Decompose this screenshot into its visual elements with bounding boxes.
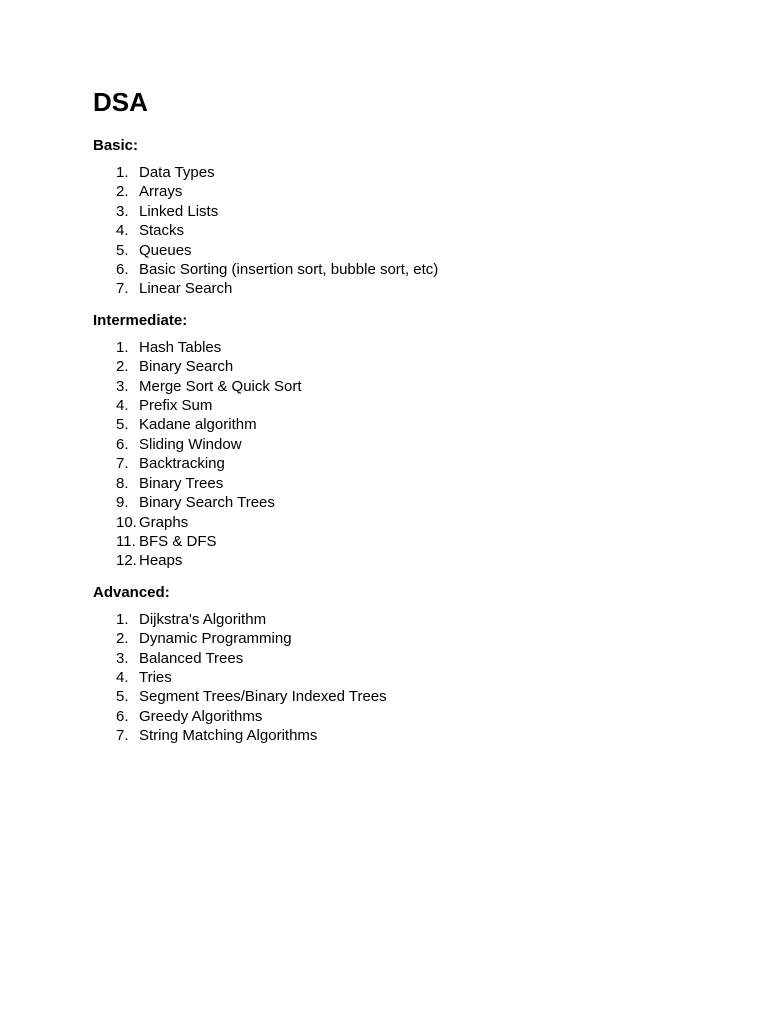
list-item xyxy=(93,182,713,201)
list-item xyxy=(93,474,713,493)
sections-container xyxy=(93,136,713,746)
list-item xyxy=(93,260,713,279)
list-item-number: 8. xyxy=(116,474,129,492)
section-heading: Advanced: xyxy=(93,583,170,601)
list-item xyxy=(93,202,713,221)
list-item-number: 6. xyxy=(116,261,129,279)
list-item xyxy=(93,610,713,629)
list-item-text: Prefix Sum xyxy=(139,397,213,415)
list-item xyxy=(93,377,713,396)
list-item-text: Data Types xyxy=(139,164,215,181)
list-item-number: 7. xyxy=(116,280,129,298)
list-item xyxy=(93,279,713,298)
list-item-number: 4. xyxy=(116,222,129,240)
list-item-text: Binary Trees xyxy=(139,474,224,492)
list-item xyxy=(93,163,713,182)
list-item xyxy=(93,629,713,648)
list-item-text: Dijkstra's Algorithm xyxy=(139,610,267,628)
list-item-number: 6. xyxy=(116,435,129,453)
list-item-number: 2. xyxy=(116,183,129,201)
list-item-text: Segment Trees/Binary Indexed Trees xyxy=(139,688,387,706)
list-item-text: Merge Sort & Quick Sort xyxy=(139,377,302,395)
list-item xyxy=(93,649,713,668)
list-item-number: 5. xyxy=(116,241,129,259)
section-advanced xyxy=(93,583,713,746)
list-item xyxy=(93,707,713,726)
list-item-text: Basic Sorting (insertion sort, bubble sort, etc) xyxy=(139,261,439,279)
list-item-text: Binary Search xyxy=(139,358,234,376)
list-item-number: 4. xyxy=(116,397,129,415)
list-item-text: Arrays xyxy=(139,183,183,201)
list-item-text: Linear Search xyxy=(139,280,233,298)
list-item-text: Backtracking xyxy=(139,455,225,473)
list-item-text: Queues xyxy=(139,241,192,259)
list-item-number: 11. xyxy=(116,532,136,550)
section-basic xyxy=(93,136,713,299)
list-item-text: String Matching Algorithms xyxy=(139,727,318,745)
list-item xyxy=(93,513,713,532)
list-item-text: Dynamic Programming xyxy=(139,630,292,648)
document-page xyxy=(93,84,713,758)
list-item-number: 5. xyxy=(116,416,129,434)
numbered-list xyxy=(93,338,713,571)
numbered-list xyxy=(93,610,713,746)
list-item-text: Balanced Trees xyxy=(139,649,244,667)
list-item-number: 12. xyxy=(116,552,137,570)
list-item-number: 1. xyxy=(116,164,129,181)
list-item-number: 3. xyxy=(116,202,129,220)
list-item xyxy=(93,396,713,415)
list-item-number: 5. xyxy=(116,688,129,706)
list-item-text: Tries xyxy=(139,668,172,686)
list-item xyxy=(93,221,713,240)
list-item-number: 9. xyxy=(116,494,129,512)
list-item xyxy=(93,241,713,260)
numbered-list xyxy=(93,163,713,299)
document-title: DSA xyxy=(93,87,148,117)
list-item-text: Hash Tables xyxy=(139,338,222,356)
list-item-number: 1. xyxy=(116,610,129,628)
list-item xyxy=(93,454,713,473)
list-item xyxy=(93,687,713,706)
list-item-number: 3. xyxy=(116,649,129,667)
list-item-text: Kadane algorithm xyxy=(139,416,257,434)
section-heading: Basic: xyxy=(93,137,139,154)
list-item-text: BFS & DFS xyxy=(139,532,217,550)
list-item-number: 2. xyxy=(116,630,129,648)
list-item xyxy=(93,532,713,551)
list-item-number: 7. xyxy=(116,727,129,745)
list-item xyxy=(93,551,713,570)
list-item xyxy=(93,726,713,745)
list-item-number: 10. xyxy=(116,513,137,531)
list-item xyxy=(93,493,713,512)
list-item-number: 2. xyxy=(116,358,129,376)
list-item-text: Greedy Algorithms xyxy=(139,707,263,725)
list-item-text: Linked Lists xyxy=(139,202,219,220)
list-item-text: Heaps xyxy=(139,552,183,570)
section-intermediate xyxy=(93,311,713,571)
list-item xyxy=(93,338,713,357)
section-heading: Intermediate: xyxy=(93,311,188,329)
list-item-text: Sliding Window xyxy=(139,435,242,453)
list-item-text: Stacks xyxy=(139,222,185,240)
list-item-text: Graphs xyxy=(139,513,189,531)
list-item-number: 1. xyxy=(116,338,129,356)
list-item xyxy=(93,357,713,376)
list-item-number: 7. xyxy=(116,455,129,473)
list-item-number: 4. xyxy=(116,668,129,686)
list-item xyxy=(93,415,713,434)
list-item xyxy=(93,435,713,454)
list-item xyxy=(93,668,713,687)
list-item-text: Binary Search Trees xyxy=(139,494,275,512)
list-item-number: 3. xyxy=(116,377,129,395)
list-item-number: 6. xyxy=(116,707,129,725)
